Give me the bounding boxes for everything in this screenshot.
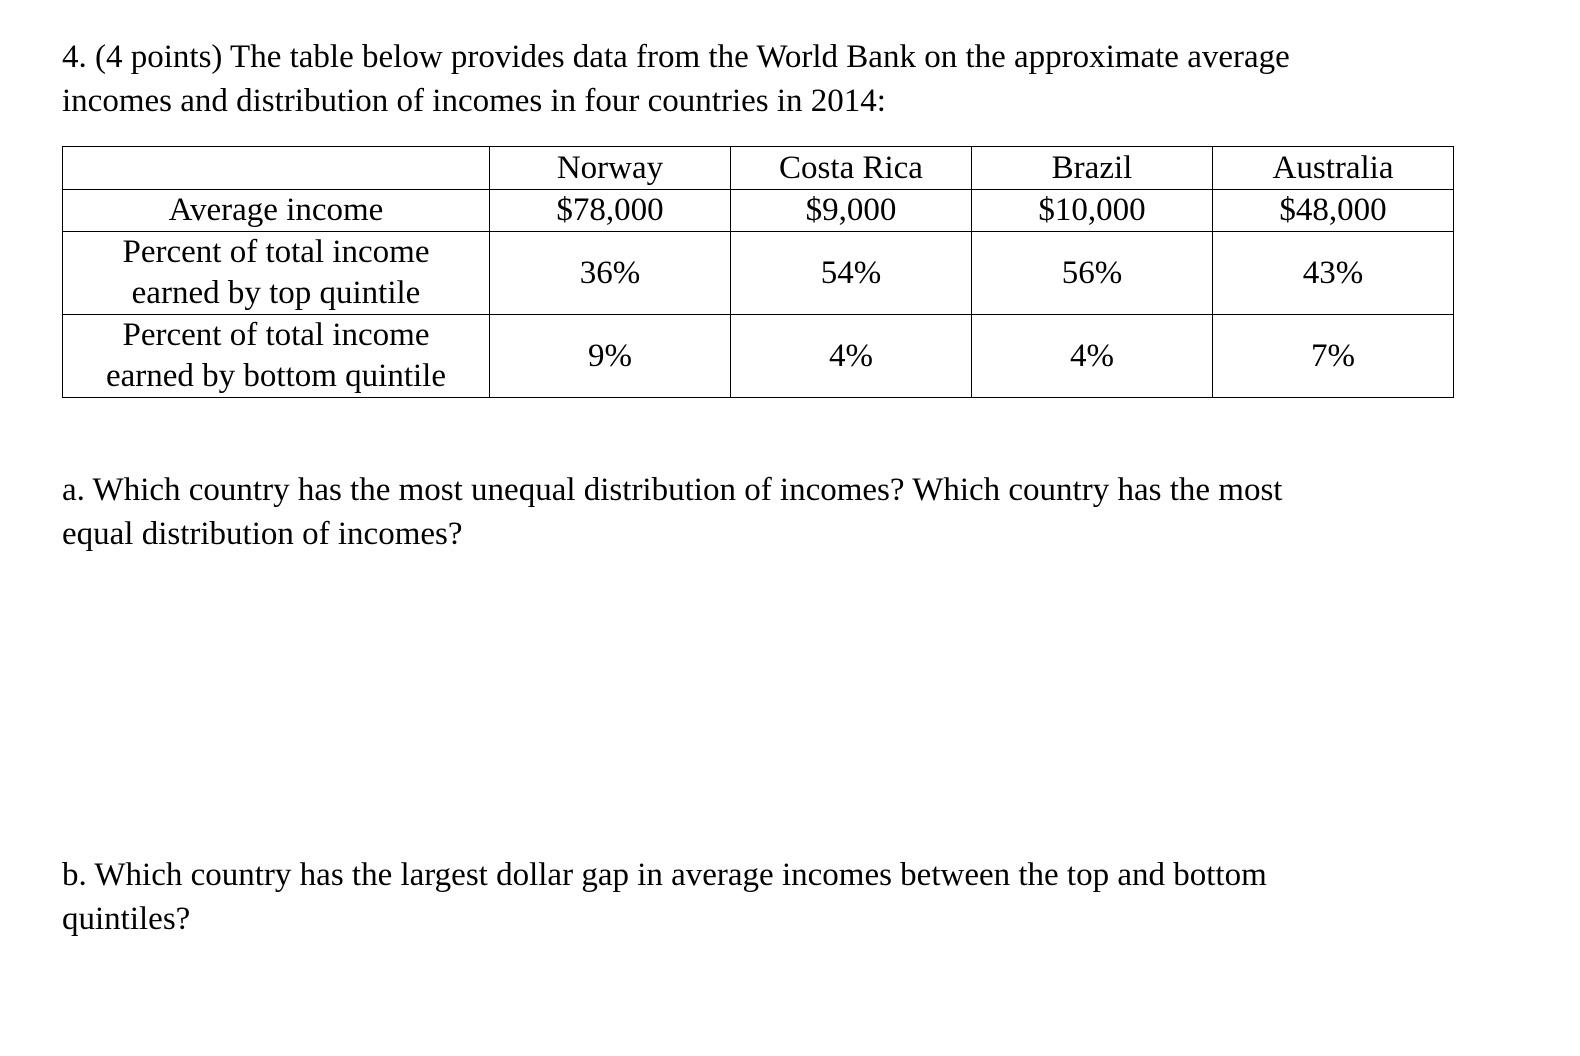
cell-costa-rica-average: $9,000: [731, 190, 972, 232]
table-row: [63, 190, 1454, 232]
cell-australia-average: $48,000: [1213, 190, 1454, 232]
row-label-line: Percent of total income: [122, 317, 430, 353]
header-brazil: Brazil: [972, 147, 1213, 190]
part-a-line-1: a. Which country has the most unequal distribution of incomes? Which country has the most: [62, 472, 1283, 508]
cell-norway-bottom: 9%: [490, 315, 731, 398]
header-costa-rica: Costa Rica: [731, 147, 972, 190]
row-label-line: earned by bottom quintile: [105, 358, 446, 394]
row-label-top-quintile: [63, 232, 490, 315]
part-a-line-2: equal distribution of incomes?: [62, 516, 463, 552]
table-row: [63, 315, 1454, 398]
income-table: [62, 146, 1454, 398]
cell-australia-bottom: 7%: [1213, 315, 1454, 398]
cell-australia-top: 43%: [1213, 232, 1454, 315]
question-part-b: [62, 853, 1462, 941]
cell-brazil-average: $10,000: [972, 190, 1213, 232]
intro-line-2: incomes and distribution of incomes in four countries in 2014:: [62, 83, 886, 119]
row-label-average-income: [63, 190, 490, 232]
corner-cell: [63, 147, 490, 190]
header-australia: Australia: [1213, 147, 1454, 190]
cell-costa-rica-top: 54%: [731, 232, 972, 315]
intro-line-1: 4. (4 points) The table below provides data from the World Bank on the approximate average: [62, 39, 1290, 75]
part-b-line-2: quintiles?: [62, 901, 191, 937]
row-label-line: Percent of total income: [122, 234, 430, 270]
row-label-line: earned by top quintile: [131, 275, 421, 311]
cell-brazil-bottom: 4%: [972, 315, 1213, 398]
part-b-line-1: b. Which country has the largest dollar gap in average incomes between the top and bottom: [62, 857, 1267, 893]
row-label-line: Average income: [168, 192, 384, 228]
table-row: [63, 232, 1454, 315]
row-label-bottom-quintile: [63, 315, 490, 398]
cell-norway-average: $78,000: [490, 190, 731, 232]
cell-norway-top: 36%: [490, 232, 731, 315]
question-intro: [62, 35, 1462, 123]
header-norway: Norway: [490, 147, 731, 190]
cell-brazil-top: 56%: [972, 232, 1213, 315]
table-header-row: [63, 147, 1454, 190]
question-part-a: [62, 468, 1462, 556]
cell-costa-rica-bottom: 4%: [731, 315, 972, 398]
